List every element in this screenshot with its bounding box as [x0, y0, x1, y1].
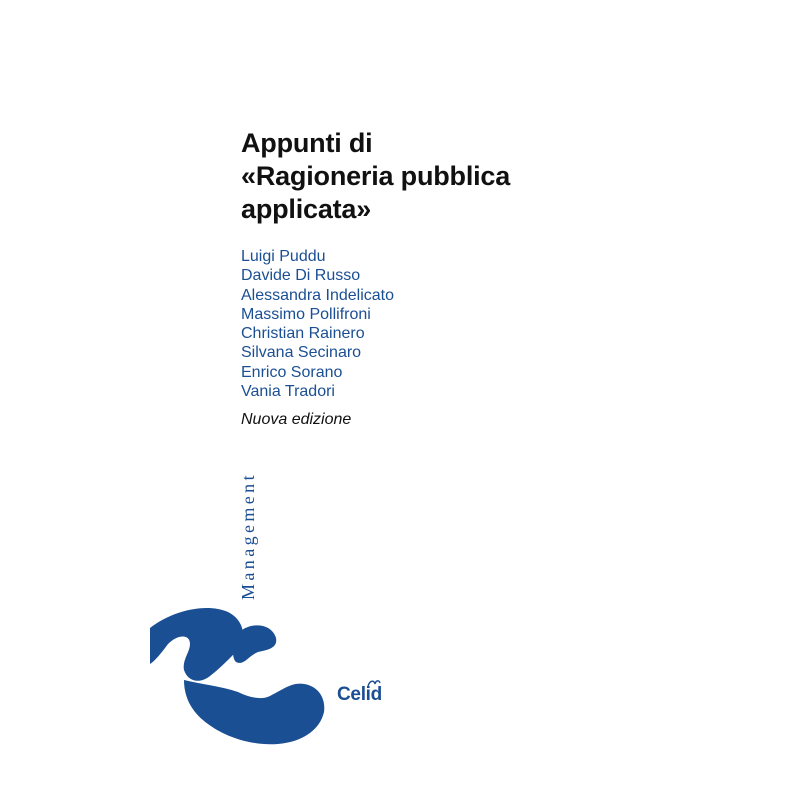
edition-label: Nuova edizione [241, 411, 352, 428]
series-label: Management [238, 472, 258, 600]
logo-lower-blob [184, 680, 324, 744]
author-name: Massimo Pollifroni [241, 305, 371, 323]
author-name: Davide Di Russo [241, 267, 361, 285]
series-logo-shape [150, 600, 340, 750]
author-list [241, 247, 394, 401]
author-name: Christian Rainero [241, 325, 365, 343]
title-line: «Ragioneria pubblica [241, 161, 511, 191]
author-name: Vania Tradori [241, 383, 335, 401]
author-name: Luigi Puddu [241, 248, 326, 265]
book-title [241, 127, 510, 226]
author-name: Enrico Sorano [241, 363, 343, 381]
logo-upper-blob [150, 608, 243, 681]
author-name: Alessandra Indelicato [241, 286, 394, 304]
publisher-logo: Celid [337, 684, 382, 705]
title-line: applicata» [241, 194, 372, 224]
author-name: Silvana Secinaro [241, 344, 362, 362]
title-line: Appunti di [241, 128, 373, 158]
